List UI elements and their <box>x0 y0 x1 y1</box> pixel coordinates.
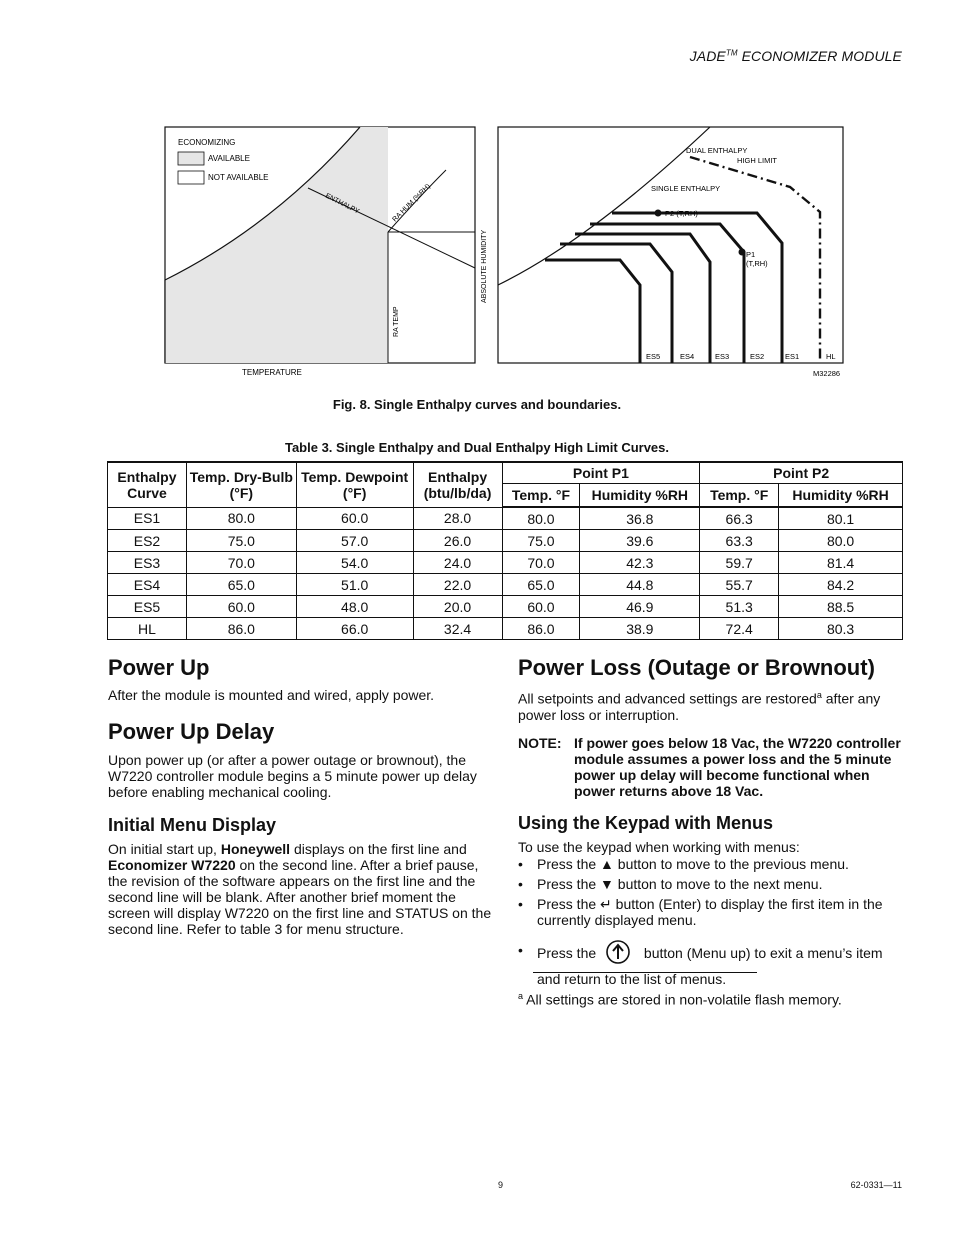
economizing-chart <box>165 127 488 377</box>
table-cell: HL <box>108 618 187 640</box>
table-row <box>108 507 903 530</box>
power-loss-text: All setpoints and advanced settings are restored$^a$ after any power loss or interruption. <box>518 690 881 723</box>
table-cell: 55.7 <box>700 574 779 596</box>
table-cell: 36.8 <box>580 507 700 530</box>
table-cell: 80.0 <box>502 507 580 530</box>
high-limit-label: HIGH LIMIT <box>737 156 778 165</box>
table-cell: 66.3 <box>700 507 779 530</box>
keypad-list <box>518 856 904 989</box>
list-item: • Press the ▲ button to move to the previous menu. <box>518 856 904 872</box>
table-row <box>108 618 903 640</box>
th-p2-temp: Temp. °F <box>700 484 779 508</box>
menu-up-icon <box>606 940 630 969</box>
table-cell: 22.0 <box>413 574 502 596</box>
trademark-mark: TM <box>725 48 738 58</box>
table-cell: 46.9 <box>580 596 700 618</box>
figure-caption: Fig. 8. Single Enthalpy curves and boundaries. <box>332 397 622 412</box>
p1-label: P1 <box>746 250 756 259</box>
table-row <box>108 530 903 552</box>
curve-es3 <box>575 234 710 363</box>
table-cell: 72.4 <box>700 618 779 640</box>
table-cell: 65.0 <box>502 574 580 596</box>
th-p1-humidity: Humidity %RH <box>580 484 700 508</box>
table-cell: 65.0 <box>186 574 296 596</box>
table-cell: 51.3 <box>700 596 779 618</box>
curve-label-es1: ES1 <box>785 352 800 361</box>
enthalpy-curves-chart <box>498 127 843 378</box>
table-cell: 39.6 <box>580 530 700 552</box>
power-up-delay-heading: Power Up Delay <box>108 719 275 744</box>
table-cell: 38.9 <box>580 618 700 640</box>
table-cell: 63.3 <box>700 530 779 552</box>
note-block <box>518 735 904 799</box>
table-cell: 42.3 <box>580 552 700 574</box>
table-cell: 48.0 <box>296 596 413 618</box>
table-cell: 84.2 <box>779 574 903 596</box>
power-up-heading: Power Up <box>108 655 210 680</box>
list-item: • Press the ▼ button to move to the next menu. <box>518 876 904 892</box>
table-cell: 70.0 <box>186 552 296 574</box>
legend-title: ECONOMIZING <box>178 138 236 147</box>
footnote-ref: a <box>816 690 822 700</box>
th-dewpoint: Temp. Dewpoint (°F) <box>296 462 413 507</box>
th-enthalpy: Enthalpy (btu/lb/da) <box>413 462 502 507</box>
note-text: If power goes below 18 Vac, the W7220 controller module assumes a power loss and the 5 minute power up delay will become functional when power returns above 18 Vac. <box>574 734 901 799</box>
th-p2-humidity: Humidity %RH <box>779 484 903 508</box>
table-row <box>108 552 903 574</box>
p1-sublabel: (T,RH) <box>746 259 768 268</box>
th-p1-temp: Temp. °F <box>502 484 580 508</box>
table-cell: ES1 <box>108 507 187 530</box>
figure-code: M32286 <box>813 369 841 378</box>
table-cell: ES3 <box>108 552 187 574</box>
keypad-intro: To use the keypad when working with menus: <box>518 838 800 855</box>
figure-8 <box>150 115 860 385</box>
table-cell: 75.0 <box>502 530 580 552</box>
point-p1 <box>739 249 746 256</box>
table-cell: 60.0 <box>186 596 296 618</box>
document-number: 62-0331—11 <box>850 1180 902 1190</box>
th-dry-bulb: Temp. Dry-Bulb (°F) <box>186 462 296 507</box>
table-row <box>108 574 903 596</box>
enthalpy-label: ENTHALPY <box>324 192 361 216</box>
note-label: NOTE: <box>518 734 562 751</box>
legend-available-swatch <box>178 152 204 165</box>
keypad-heading: Using the Keypad with Menus <box>518 812 774 833</box>
down-arrow-icon: ▼ <box>600 875 614 892</box>
curve-label-es3: ES3 <box>715 352 730 361</box>
table-cell: 28.0 <box>413 507 502 530</box>
single-enthalpy-label: SINGLE ENTHALPY <box>651 184 721 193</box>
curve-label-es2: ES2 <box>750 352 765 361</box>
page-number: 9 <box>498 1180 504 1190</box>
th-enthalpy-curve: Enthalpy Curve <box>108 462 187 507</box>
point-p2 <box>655 210 662 217</box>
initial-menu-heading: Initial Menu Display <box>108 815 277 835</box>
table-cell: 70.0 <box>502 552 580 574</box>
power-up-text: After the module is mounted and wired, apply power. <box>108 687 435 703</box>
header-title: ECONOMIZER MODULE <box>741 48 902 64</box>
list-item: • Press the button (Menu up) to exit a menu’s item and return to the list of menus. <box>518 940 904 989</box>
legend-not-available-swatch <box>178 171 204 184</box>
curve-es4 <box>560 244 672 363</box>
table-cell: 51.0 <box>296 574 413 596</box>
table-cell: 59.7 <box>700 552 779 574</box>
ra-temp-label: RA TEMP <box>393 306 400 337</box>
up-arrow-icon: ▲ <box>600 855 614 872</box>
table-cell: 32.4 <box>413 618 502 640</box>
economizer-bold: Economizer W7220 <box>108 857 236 873</box>
curve-es5 <box>545 260 640 363</box>
table-cell: 60.0 <box>296 507 413 530</box>
table-cell: 26.0 <box>413 530 502 552</box>
table-cell: 80.0 <box>779 530 903 552</box>
curve-label-hl: HL <box>826 352 836 361</box>
table-cell: 86.0 <box>502 618 580 640</box>
table-cell: 24.0 <box>413 552 502 574</box>
table-cell: 54.0 <box>296 552 413 574</box>
table-cell: 75.0 <box>186 530 296 552</box>
table-cell: 20.0 <box>413 596 502 618</box>
table-cell: 80.0 <box>186 507 296 530</box>
absolute-humidity-label: ABSOLUTE HUMIDITY <box>481 229 488 303</box>
honeywell-bold: Honeywell <box>220 841 291 857</box>
table-cell: 57.0 <box>296 530 413 552</box>
temperature-label: TEMPERATURE <box>242 368 302 377</box>
power-up-delay-text: Upon power up (or after a power outage or brownout), the W7220 controller module begins a 5 minute power up delay before enabling mechanical cooling. <box>108 752 477 800</box>
table-cell: 81.4 <box>779 552 903 574</box>
footnote-divider <box>533 972 757 973</box>
table-row <box>108 596 903 618</box>
table-cell: 60.0 <box>502 596 580 618</box>
table-cell: 66.0 <box>296 618 413 640</box>
table-cell: 86.0 <box>186 618 296 640</box>
table-cell: ES2 <box>108 530 187 552</box>
left-column <box>108 655 493 937</box>
th-point-p1: Point P1 <box>502 462 700 484</box>
initial-menu-text: On initial start up, Honeywell displays on the first line and Economizer W7220 on the second line. After a brief pause, the revision of the software appears on the first line and the second line will be blank. After another brief moment the screen will display W7220 on the first line and STATUS on the second line. Refer to table 3 for menu structure. <box>108 841 492 937</box>
curve-label-es4: ES4 <box>680 352 695 361</box>
table-cell: 88.5 <box>779 596 903 618</box>
table-caption: Table 3. Single Enthalpy and Dual Enthalpy High Limit Curves. <box>284 440 670 455</box>
power-loss-heading: Power Loss (Outage or Brownout) <box>518 655 875 680</box>
ra-hum-label: RA HUM (%RH) <box>391 182 432 224</box>
legend-not-available: NOT AVAILABLE <box>208 173 269 182</box>
table-cell: 80.1 <box>779 507 903 530</box>
footnote: $^a$ All settings are stored in non-volatile flash memory. <box>518 991 842 1008</box>
table-cell: 80.3 <box>779 618 903 640</box>
footnote-marker: a <box>518 991 524 1001</box>
table-cell: 44.8 <box>580 574 700 596</box>
running-header <box>690 48 902 64</box>
right-column <box>518 655 904 989</box>
th-point-p2: Point P2 <box>700 462 903 484</box>
header-product: JADE <box>689 48 726 64</box>
table-cell: ES4 <box>108 574 187 596</box>
legend-available: AVAILABLE <box>208 154 250 163</box>
table-cell: ES5 <box>108 596 187 618</box>
enter-icon: ↵ <box>600 895 612 912</box>
list-item: • Press the ↵ button (Enter) to display the first item in the currently displayed menu. <box>518 896 904 928</box>
p2-label: P2 (T,RH) <box>665 209 698 218</box>
curve-label-es5: ES5 <box>646 352 661 361</box>
dual-enthalpy-label: DUAL ENTHALPY <box>686 146 748 155</box>
enthalpy-table <box>107 461 903 640</box>
